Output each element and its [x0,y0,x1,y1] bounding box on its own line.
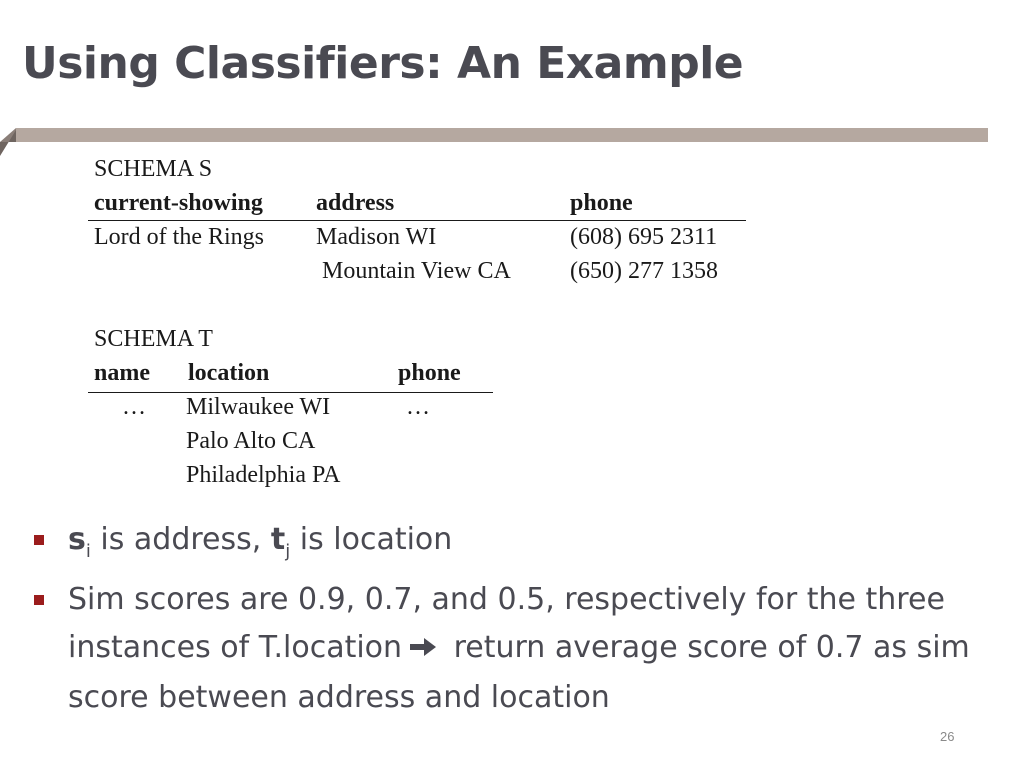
table-cell: (608) 695 2311 [570,224,718,250]
symbol-s: s [68,522,86,557]
page-number: 26 [940,729,955,744]
table-cell: Palo Alto CA [186,428,316,454]
schema-t-col-name: name [94,360,150,386]
symbol-t: t [270,522,286,557]
schema-t-col-phone: phone [398,360,461,386]
table-cell: Mountain View CA [322,258,511,284]
bullet-text: is location [290,522,453,557]
list-item [30,576,1010,722]
title-divider [0,128,988,142]
subscript-i: i [85,541,91,562]
right-arrow-icon [408,626,438,674]
bullet-text: Sim scores are 0.9, 0.7, and 0.5, respectively for the three instances of T.location [68,582,945,665]
table-cell: … [406,394,430,420]
bullet-text: is address, [90,522,271,557]
bullet-text: return average score of 0.7 as sim score between address and location [68,630,970,715]
schema-s-header-rule [88,220,746,221]
schema-s-heading: SCHEMA S [94,156,213,182]
schema-t-header-rule [88,392,493,393]
subscript-j: j [285,541,291,562]
list-item [30,516,1010,576]
table-cell: (650) 277 1358 [570,258,718,284]
table-cell: Madison WI [316,224,437,250]
schema-t-col-location: location [188,360,270,386]
schema-s-col-phone: phone [570,190,633,216]
schema-s-col-current-showing: current-showing [94,190,263,216]
table-cell: Lord of the Rings [94,224,264,250]
bullet-list [30,516,1010,722]
square-bullet-icon [34,535,44,545]
table-cell: Philadelphia PA [186,462,341,488]
square-bullet-icon [34,595,44,605]
slide-title: Using Classifiers: An Example [22,38,744,89]
schema-t-heading: SCHEMA T [94,326,213,352]
table-cell: … [122,394,146,420]
table-cell: Milwaukee WI [186,394,331,420]
schema-s-col-address: address [316,190,395,216]
